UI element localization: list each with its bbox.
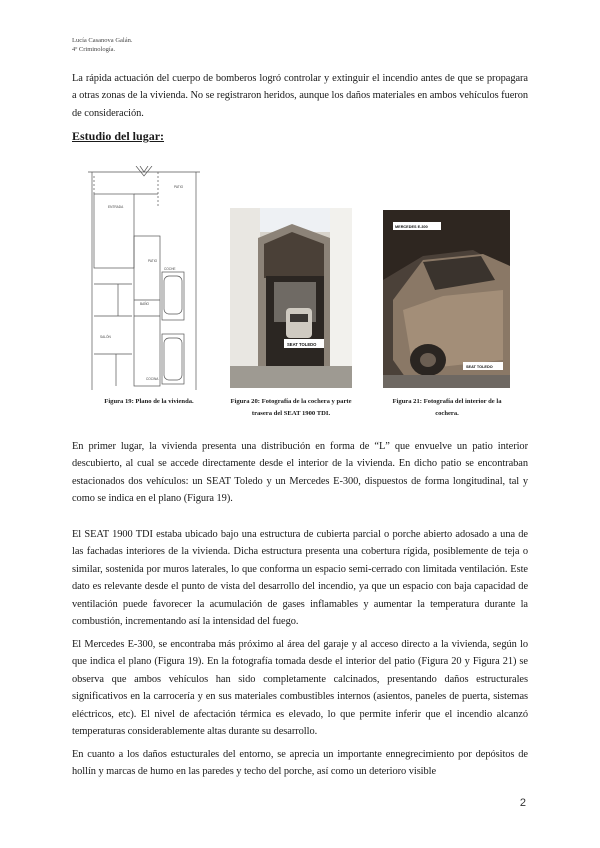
page-number: 2: [519, 797, 526, 809]
figure-20-caption: [218, 396, 364, 420]
figure-21-caption-line1: Figura 21: Fotografía del interior de la: [392, 398, 502, 405]
paragraph-distribution: En primer lugar, la vivienda presenta una distribución en forma de “L” que envuelve un patio interior descubierto, al cual se accede directamente desde el interior de la vivienda. En dicho patio se encontraban estacionados dos vehículos: un SEAT Toledo y un Mercedes E-300, dispuestos de forma longitudinal, tal y como se indica en el plano (Figura 19).: [72, 441, 528, 505]
paragraph-structural-damage: En cuanto a los daños estucturales del entorno, se aprecia un importante ennegrecimiento por depósitos de hollín y marcas de humo en las paredes y techo del porche, así como un deterioro visible: [72, 749, 528, 778]
figure-19-caption: Figura 19: Plano de la vivienda.: [104, 398, 194, 405]
plan-label-room2: PATIO: [174, 185, 184, 189]
header-author: Lucía Casanova Galán.: [72, 37, 133, 44]
plan-label-room3: COCHE: [164, 267, 176, 271]
figure-20-caption-line2: trasera del SEAT 1900 TDI.: [251, 410, 331, 417]
plan-label-room1: ENTRADA: [108, 205, 124, 209]
floor-plan-drawing: [88, 166, 200, 390]
photo21-label-bottom: SEAT TOLEDO: [466, 365, 493, 369]
paragraph-mercedes: El Mercedes E-300, se encontraba más próximo al área del garaje y al acceso directo a la vivienda, según lo que indica el plano (Figura 19). En la fotografía tomada desde el interior del patio (Figura 20 y Figura 21) se observa que ambos vehículos han sido completamente calcinados, presentando daños estructurales significativos en la carrocería y en sus materiales combustibles internos (asientos, paneles de puerta, sistemas eléctricos, etc). El nivel de afectación térmica es elevado, lo que permite inferir que el incendio alcanzó temperaturas considerablemente altas durante su desarrollo.: [72, 639, 528, 738]
photo21-label-top: MERCEDES E-300: [395, 225, 428, 229]
plan-label-room4: PATIO: [148, 259, 158, 263]
section-heading: Estudio del lugar:: [72, 129, 165, 143]
garage-photo: [230, 208, 352, 388]
figure-21-caption: [380, 396, 514, 420]
burned-car-photo: [383, 210, 510, 388]
garage-photo-drawing: [230, 208, 352, 388]
plan-label-room5: BAÑO: [140, 302, 150, 306]
figure-20-caption-line1: Figura 20: Fotografía de la cochera y parte: [230, 398, 352, 405]
header-course: 4º Criminología.: [72, 46, 116, 53]
paragraph-seat: El SEAT 1900 TDI estaba ubicado bajo una estructura de cubierta parcial o porche abierto adosado a una de las fachadas interiores de la vivienda. Dicha estructura presenta una cobertura rígida, posiblemente de teja o similar, sostenida por muros laterales, lo que conforma un espacio semi-cerrado con limitada ventilación. Este dato es relevante desde el punto de vista del desarrollo del incendio, ya que un espacio con baja capacidad de ventilación puede favorecer la acumulación de gases inflamables y aumentar la temperatura durante la combustión, incrementando así la intensidad del fuego.: [72, 529, 528, 628]
plan-label-room6: SALÓN: [100, 335, 111, 339]
running-header: [72, 36, 132, 54]
floor-plan-figure: [88, 166, 200, 390]
photo20-label: SEAT TOLEDO: [287, 342, 317, 347]
plan-label-room7: COCINA: [146, 377, 159, 381]
figure-21-caption-line2: cochera.: [435, 410, 459, 417]
intro-paragraph: La rápida actuación del cuerpo de bomberos logró controlar y extinguir el incendio antes de que se propagara a otras zonas de la vivienda. No se registraron heridos, aunque los daños materiales en ambos vehículos fueron de consideración.: [72, 73, 528, 119]
burned-car-photo-drawing: [383, 210, 510, 388]
